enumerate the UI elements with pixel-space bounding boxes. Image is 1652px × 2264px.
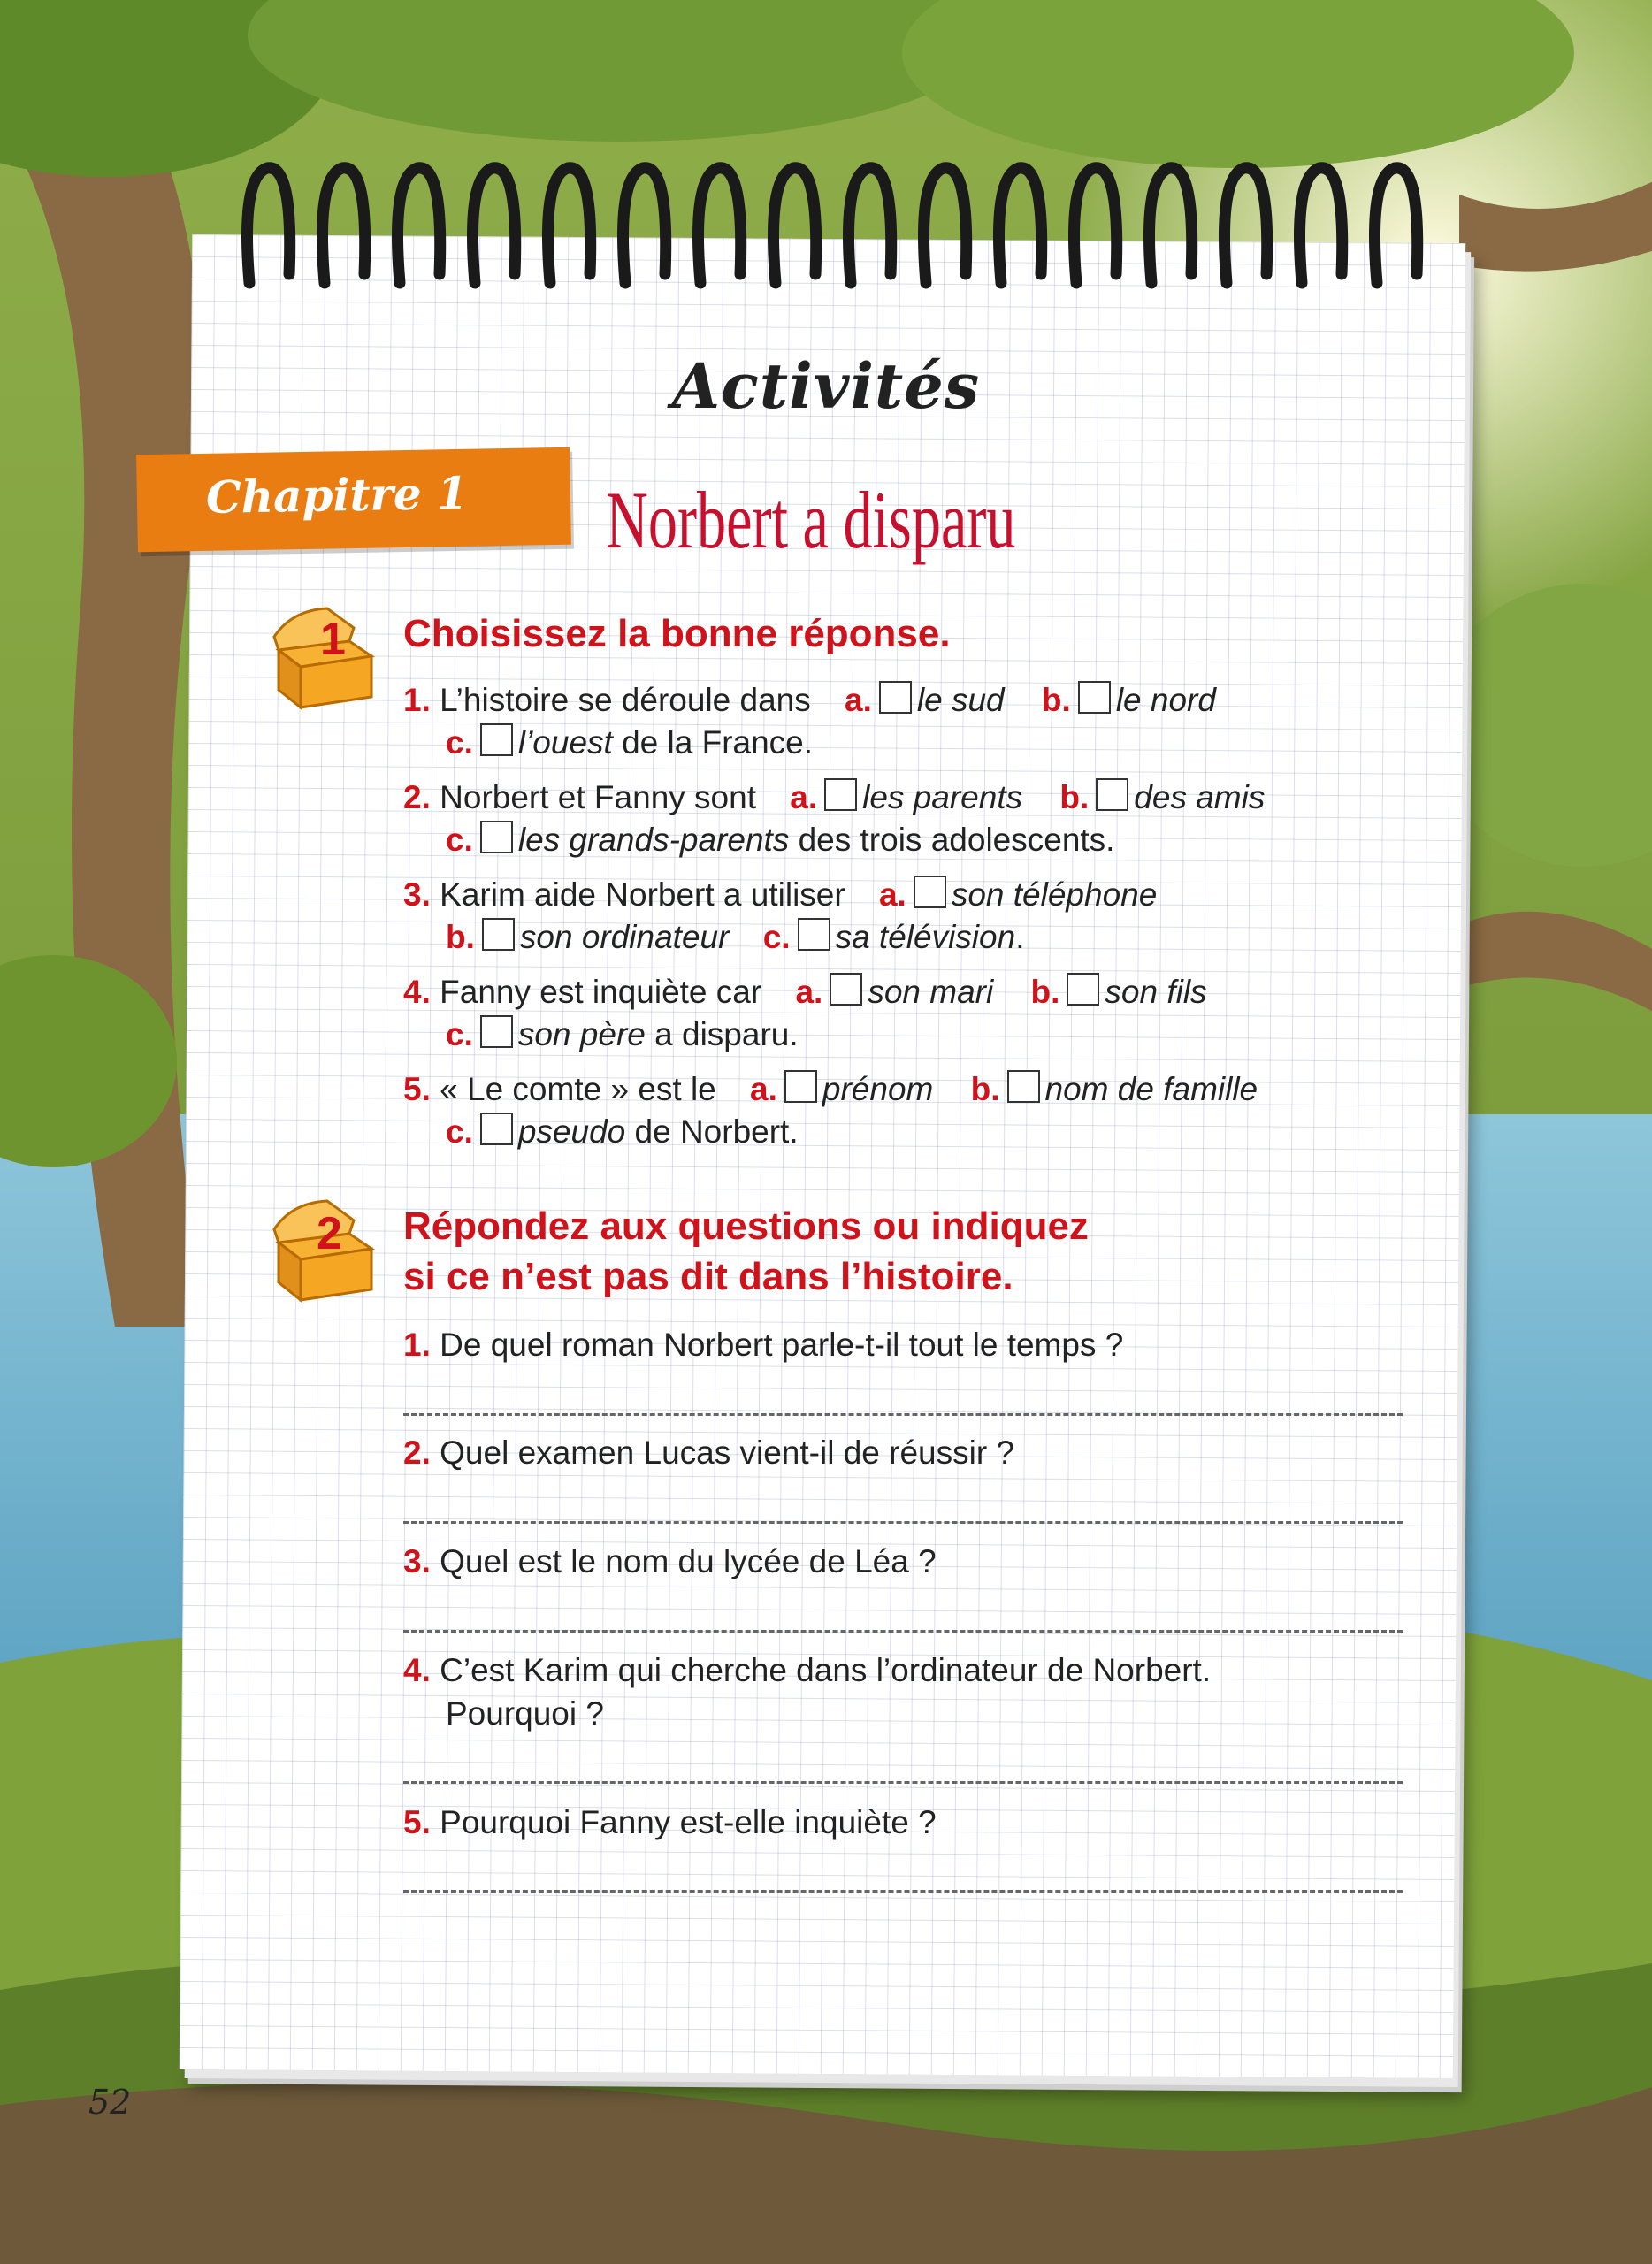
checkbox[interactable]: [914, 876, 946, 908]
chapter-title: Norbert a disparu: [606, 475, 1016, 565]
ex1-question-2-cont: c. les grands-parents des trois adolescents.: [446, 822, 1115, 858]
answer-line[interactable]: [403, 1890, 1403, 1893]
ex1-question-4-cont: c. son père a disparu.: [446, 1016, 799, 1052]
ex1-question-2: 2. Norbert et Fanny sont a. les parents b. des amis: [403, 779, 1266, 815]
ex2-question-3: 3. Quel est le nom du lycée de Léa ?: [403, 1543, 937, 1579]
answer-line[interactable]: [403, 1781, 1403, 1784]
page-number: 52: [88, 2083, 132, 2122]
answer-line[interactable]: [403, 1413, 1403, 1416]
answer-line[interactable]: [403, 1630, 1403, 1633]
exercise-number: 1: [320, 614, 346, 665]
ex1-question-5: 5. « Le comte » est le a. prénom b. nom de famille: [403, 1071, 1258, 1107]
exercise1-heading: Choisissez la bonne réponse.: [403, 612, 951, 655]
ex1-question-5-cont: c. pseudo de Norbert.: [446, 1113, 799, 1150]
checkbox[interactable]: [1067, 973, 1099, 1006]
ex1-question-1: 1. L’histoire se déroule dans a. le sud b. le nord: [403, 682, 1216, 718]
treasure-chest-icon: [265, 1194, 380, 1309]
checkbox[interactable]: [784, 1070, 817, 1103]
ex2-question-4-cont: Pourquoi ?: [446, 1695, 604, 1732]
ex1-question-4: 4. Fanny est inquiète car a. son mari b. son fils: [403, 974, 1207, 1010]
treasure-chest-icon: [265, 601, 380, 716]
spiral-binding: [232, 150, 1434, 310]
chapter-tag: [136, 447, 571, 553]
ex2-question-5: 5. Pourquoi Fanny est-elle inquiète ?: [403, 1804, 937, 1840]
checkbox[interactable]: [480, 1113, 513, 1145]
ex2-question-1: 1. De quel roman Norbert parle-t-il tout le temps ?: [403, 1327, 1124, 1363]
checkbox[interactable]: [830, 973, 862, 1006]
exercise-number: 2: [317, 1208, 342, 1259]
checkbox[interactable]: [1078, 681, 1111, 714]
exercise2-heading: Répondez aux questions ou indiquez si ce n’est pas dit dans l’histoire.: [403, 1205, 1089, 1298]
checkbox[interactable]: [824, 778, 857, 811]
checkbox[interactable]: [1007, 1070, 1040, 1103]
ex1-question-3-cont: b. son ordinateur c. sa télévision.: [446, 919, 1025, 955]
checkbox[interactable]: [798, 918, 830, 951]
checkbox[interactable]: [480, 1015, 513, 1048]
checkbox[interactable]: [879, 681, 912, 714]
ex1-question-1-cont: c. l’ouest de la France.: [446, 724, 814, 761]
page-title: Activités: [671, 349, 981, 423]
checkbox[interactable]: [480, 723, 513, 756]
ex1-question-3: 3. Karim aide Norbert a utiliser a. son téléphone: [403, 876, 1158, 913]
ex2-question-4: 4. C’est Karim qui cherche dans l’ordinateur de Norbert.: [403, 1652, 1212, 1688]
checkbox[interactable]: [480, 821, 513, 853]
ex2-question-2: 2. Quel examen Lucas vient-il de réussir ?: [403, 1434, 1015, 1471]
checkbox[interactable]: [482, 918, 515, 951]
answer-line[interactable]: [403, 1521, 1403, 1524]
checkbox[interactable]: [1096, 778, 1128, 811]
chapter-label: Chapitre 1: [205, 466, 469, 524]
